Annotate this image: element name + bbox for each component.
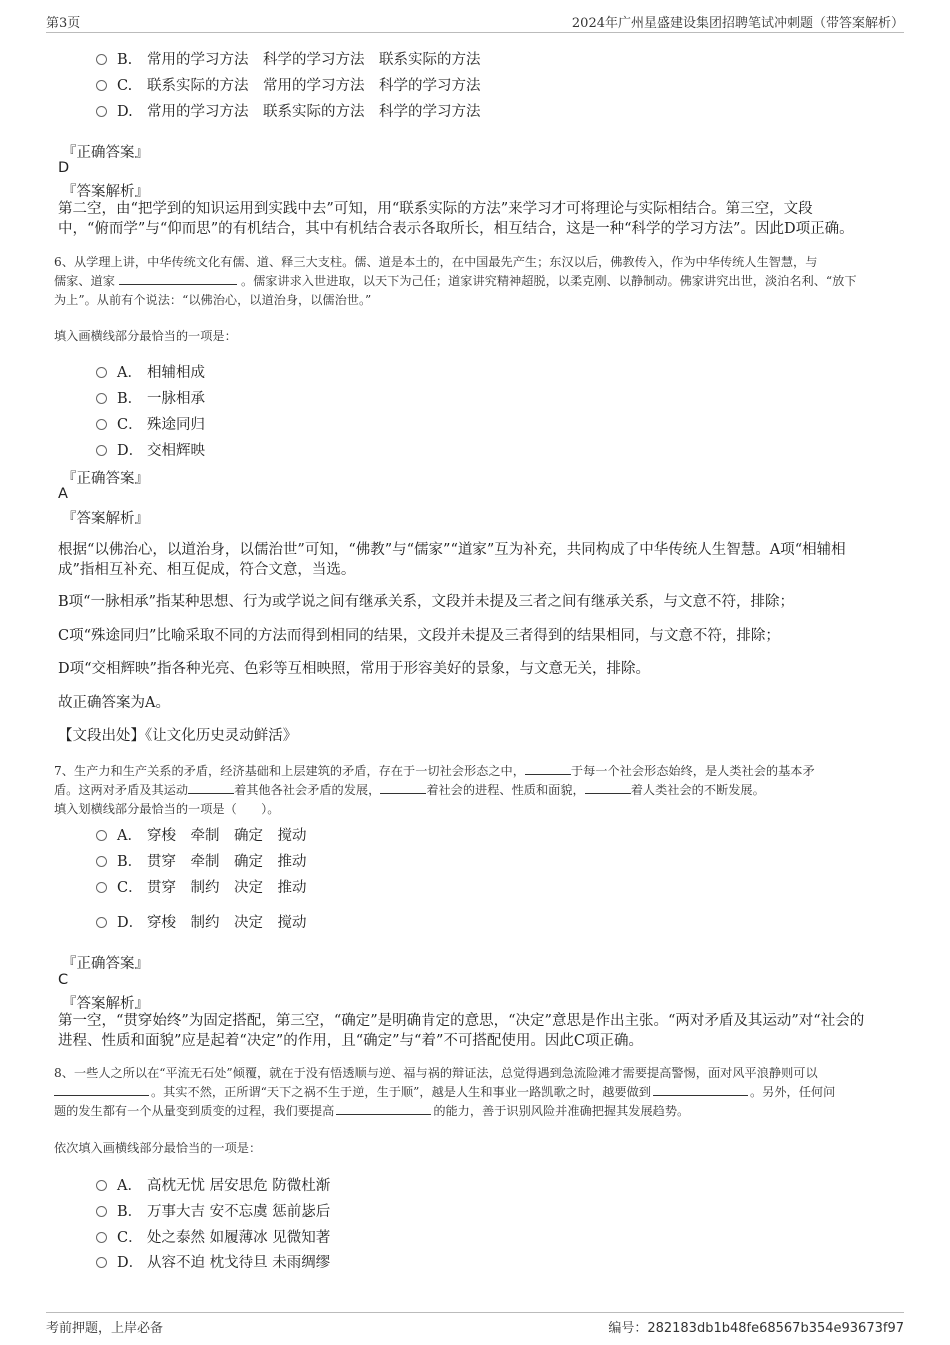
radio-icon[interactable] <box>96 445 107 456</box>
page-header <box>46 12 904 33</box>
page-footer <box>46 1312 904 1337</box>
q5-answer: D <box>58 160 70 176</box>
radio-icon[interactable] <box>96 882 107 893</box>
q7-option-b[interactable]: B． 贯穿 牵制 确定 推动 <box>96 850 307 871</box>
radio-icon[interactable] <box>96 1180 107 1191</box>
q7-analysis-label: 『答案解析』 <box>62 996 149 1012</box>
radio-icon[interactable] <box>96 106 107 117</box>
q6-analysis-p3: C项“殊途同归”比喻采取不同的方法而得到相同的结果，文段并未提及三者得到的结果相同，与文意不符，排除； <box>58 628 780 644</box>
radio-icon[interactable] <box>96 54 107 65</box>
q7-correct-label: 『正确答案』 <box>62 956 149 972</box>
q6-analysis-p5: 故正确答案为A。 <box>58 695 170 711</box>
radio-icon[interactable] <box>96 1232 107 1243</box>
q8-option-b[interactable]: B． 万事大吉 安不忘虞 惩前毖后 <box>96 1200 330 1221</box>
page-number: 第3页 <box>46 16 81 31</box>
radio-icon[interactable] <box>96 419 107 430</box>
radio-icon[interactable] <box>96 393 107 404</box>
radio-icon[interactable] <box>96 830 107 841</box>
q8-stem: 8、一些人之所以在“平流无石处”倾覆，就在于没有悟透顺与逆、福与祸的辩证法，总觉得遇到急流险滩才需要提高警惕，面对风平浪静则可以 。其实不然，正所谓“天下之祸不生于逆，生于顺”，越是人生和事业一路凯歌之时，越要做到 。另外，任何问 题的发生都有一个从量变到质变的过程，我们要提高 的能力，善于识别风险并准确把握其发展趋势。 <box>54 1066 836 1118</box>
blank <box>585 781 631 794</box>
blank <box>54 1083 149 1096</box>
q7-stem: 7、生产力和生产关系的矛盾，经济基础和上层建筑的矛盾，存在于一切社会形态之中， 于每一个社会形态始终，是人类社会的基本矛 盾。这两对矛盾及其运动 着其他各社会矛盾的发展， 着社会的进程、性质和面貌， 着人类社会的不断发展。 填入划横线部分最恰当的一项是（ ）。 <box>54 764 815 816</box>
q6-correct-label: 『正确答案』 <box>62 471 149 487</box>
radio-icon[interactable] <box>96 1257 107 1268</box>
q5-analysis: 第二空，由“把学到的知识运用到实践中去”可知，用“联系实际的方法”来学习才可将理论与实际相结合。第三空，文段 中，“俯而学”与“仰而思”的有机结合，其中有机结合表示各取所长，相互结合，这是一种“科学的学习方法”。因此D项正确。 <box>58 201 854 237</box>
blank <box>653 1083 748 1096</box>
q6-fill-hint: 填入画横线部分最恰当的一项是： <box>54 329 237 343</box>
blank <box>380 781 426 794</box>
q6-analysis-p2: B项“一脉相承”指某种思想、行为或学说之间有继承关系，文段并未提及三者之间有继承关系，与文意不符，排除； <box>58 594 794 610</box>
q8-option-d[interactable]: D． 从容不迫 枕戈待旦 未雨绸缪 <box>96 1251 330 1272</box>
q5-option-d[interactable]: D. 常用的学习方法 联系实际的方法 科学的学习方法 <box>96 100 481 121</box>
q6-source: 【文段出处】《让文化历史灵动鲜活》 <box>58 728 298 744</box>
radio-icon[interactable] <box>96 856 107 867</box>
radio-icon[interactable] <box>96 367 107 378</box>
q5-option-b[interactable]: B. 常用的学习方法 科学的学习方法 联系实际的方法 <box>96 48 481 69</box>
footer-slogan: 考前押题，上岸必备 <box>46 1321 164 1336</box>
radio-icon[interactable] <box>96 80 107 91</box>
q7-option-d[interactable]: D． 穿梭 制约 决定 搅动 <box>96 911 307 932</box>
q6-option-d[interactable]: D． 交相辉映 <box>96 439 205 460</box>
q6-option-b[interactable]: B． 一脉相承 <box>96 387 205 408</box>
q6-answer: A <box>58 486 68 502</box>
q7-option-a[interactable]: A． 穿梭 牵制 确定 搅动 <box>96 824 307 845</box>
q6-analysis-p4: D项“交相辉映”指各种光亮、色彩等互相映照，常用于形容美好的景象，与文意无关，排除。 <box>58 661 650 677</box>
q5-correct-label: 『正确答案』 <box>62 145 149 161</box>
q6-stem: 6、从学理上讲，中华传统文化有儒、道、释三大支柱。儒、道是本土的，在中国最先产生；东汉以后，佛教传入，作为中华传统人生智慧，与 儒家、道家 。儒家讲求入世进取，以天下为己任；道家讲究精神超脱，以柔克刚、以静制动。佛家讲究出世，淡泊名利、“放下 为上”。从前有个说法：“以佛治心，以道治身，以儒治世。” <box>54 255 857 307</box>
q6-analysis-label: 『答案解析』 <box>62 511 149 527</box>
radio-icon[interactable] <box>96 917 107 928</box>
q7-option-c[interactable]: C． 贯穿 制约 决定 推动 <box>96 876 307 897</box>
q8-fill-hint: 依次填入画横线部分最恰当的一项是： <box>54 1141 262 1155</box>
q6-option-a[interactable]: A． 相辅相成 <box>96 361 205 382</box>
q6-option-c[interactable]: C． 殊途同归 <box>96 413 205 434</box>
blank <box>336 1102 431 1115</box>
q7-answer: C <box>58 972 69 988</box>
blank <box>525 762 571 775</box>
document-code: 编号：282183db1b48fe68567b354e93673f97 <box>608 1321 904 1336</box>
q8-option-a[interactable]: A． 高枕无忧 居安思危 防微杜渐 <box>96 1174 330 1195</box>
q6-analysis-p1: 根据“以佛治心，以道治身，以儒治世”可知，“佛教”与“儒家”“道家”互为补充，共同构成了中华传统人生智慧。A项“相辅相 成”指相互补充、相互促成，符合文意，当选。 <box>58 542 846 578</box>
q8-option-c[interactable]: C． 处之泰然 如履薄冰 见微知著 <box>96 1226 330 1247</box>
radio-icon[interactable] <box>96 1206 107 1217</box>
q5-analysis-label: 『答案解析』 <box>62 184 149 200</box>
q7-analysis: 第一空，“贯穿始终”为固定搭配，第三空，“确定”是明确肯定的意思，“决定”意思是作出主张。“两对矛盾及其运动”对“社会的 进程、性质和面貌”应是起着“决定”的作用，且“确定”与“着”不可搭配使用。因此C项正确。 <box>58 1013 865 1049</box>
blank <box>188 781 234 794</box>
q5-option-c[interactable]: C. 联系实际的方法 常用的学习方法 科学的学习方法 <box>96 74 481 95</box>
blank <box>119 272 237 285</box>
document-title: 2024年广州星盛建设集团招聘笔试冲刺题（带答案解析） <box>571 16 904 31</box>
